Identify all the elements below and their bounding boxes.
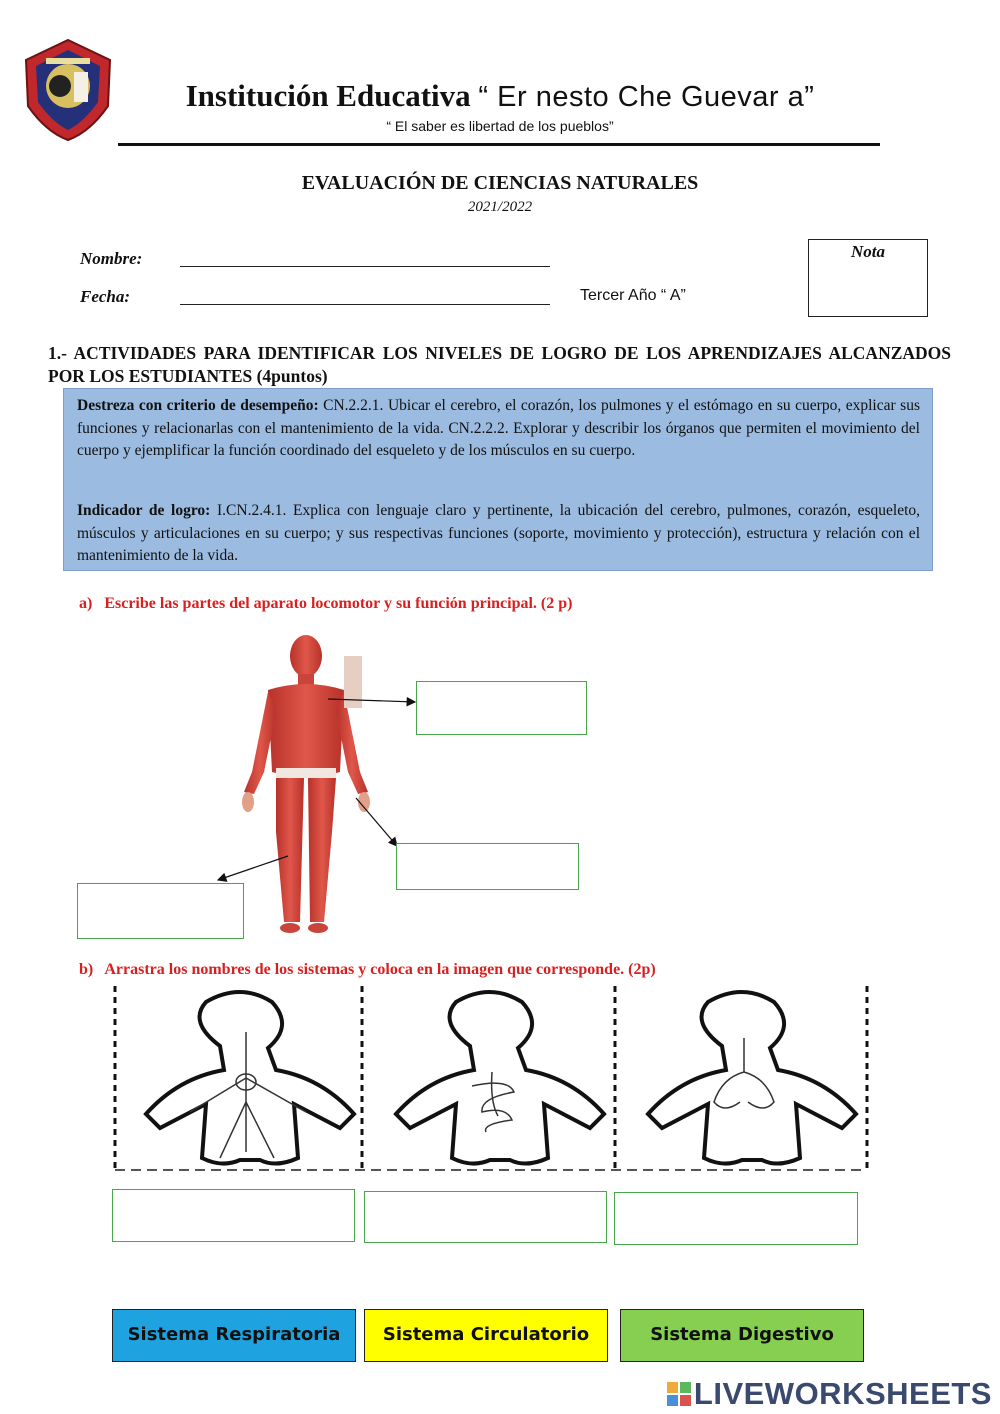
- liveworksheets-logo-icon: [667, 1378, 691, 1402]
- exam-title: EVALUACIÓN DE CIENCIAS NATURALES: [301, 172, 699, 194]
- label-sistema-respiratoria[interactable]: Sistema Respiratoria: [112, 1309, 356, 1362]
- question-a-marker: a): [79, 595, 93, 612]
- grade-label: Nota: [851, 242, 885, 261]
- institution-name: “ Er nesto Che Guevar a”: [478, 81, 815, 113]
- answer-box-3[interactable]: [77, 883, 244, 939]
- school-year: 2021/2022: [467, 199, 533, 215]
- drop-zone-3[interactable]: [614, 1192, 858, 1245]
- section-heading: 1.- ACTIVIDADES PARA IDENTIFICAR LOS NIVELES DE LOGRO DE LOS APRENDIZAJES ALCANZADOS POR LOS ESTUDIANTES (4puntos): [48, 343, 951, 386]
- drop-zone-2[interactable]: [364, 1191, 607, 1243]
- arrow-to-box-1: [328, 699, 415, 702]
- question-a-text: Escribe las partes del aparato locomotor y su función principal. (2 p): [104, 595, 573, 612]
- arrow-to-box-3: [218, 856, 288, 880]
- skill-text: CN.2.2.1. Ubicar el cerebro, el corazón, los pulmones y el estómago en su cuerpo, explicar sus funciones y relacionarlas con el mantenimiento de la vida. CN.2.2.2. Explorar y describir los órganos que permiten el movimiento del cuerpo y ejemplificar la función coordinado del esqueleto y de los músculos en su cuerpo.: [77, 397, 920, 459]
- name-label: Nombre:: [80, 249, 143, 268]
- label-sistema-digestivo[interactable]: Sistema Digestivo: [620, 1309, 864, 1362]
- course-label: Tercer Año “ A”: [580, 287, 686, 304]
- answer-box-2[interactable]: [396, 843, 579, 890]
- liveworksheets-text: LIVEWORKSHEETS: [693, 1376, 992, 1411]
- drop-zone-1[interactable]: [112, 1189, 355, 1242]
- label-sistema-circulatorio[interactable]: Sistema Circulatorio: [364, 1309, 608, 1362]
- question-b-text: Arrastra los nombres de los sistemas y coloca en la imagen que corresponde. (2p): [104, 961, 656, 978]
- institution-prefix: Institución Educativa: [185, 78, 471, 113]
- indicator-text: I.CN.2.4.1. Explica con lenguaje claro y pertinente, la ubicación del cerebro, pulmones, corazón, esqueleto, músculos y articulaciones en su cuerpo; y sus respectivas funciones (soporte, movimiento y protección), estructura y relación con el mantenimiento de la vida.: [77, 502, 921, 564]
- arrow-to-box-2: [356, 798, 397, 846]
- indicator-label: Indicador de logro:: [77, 502, 211, 519]
- answer-box-1[interactable]: [416, 681, 587, 735]
- body-systems-illustration: [110, 982, 872, 1176]
- question-b-marker: b): [79, 961, 94, 978]
- liveworksheets-watermark: [667, 1376, 992, 1412]
- date-label: Fecha:: [80, 287, 131, 306]
- question-b: [79, 961, 656, 979]
- school-motto: “ El saber es libertad de los pueblos”: [386, 118, 614, 134]
- skill-label: Destreza con criterio de desempeño:: [77, 397, 319, 414]
